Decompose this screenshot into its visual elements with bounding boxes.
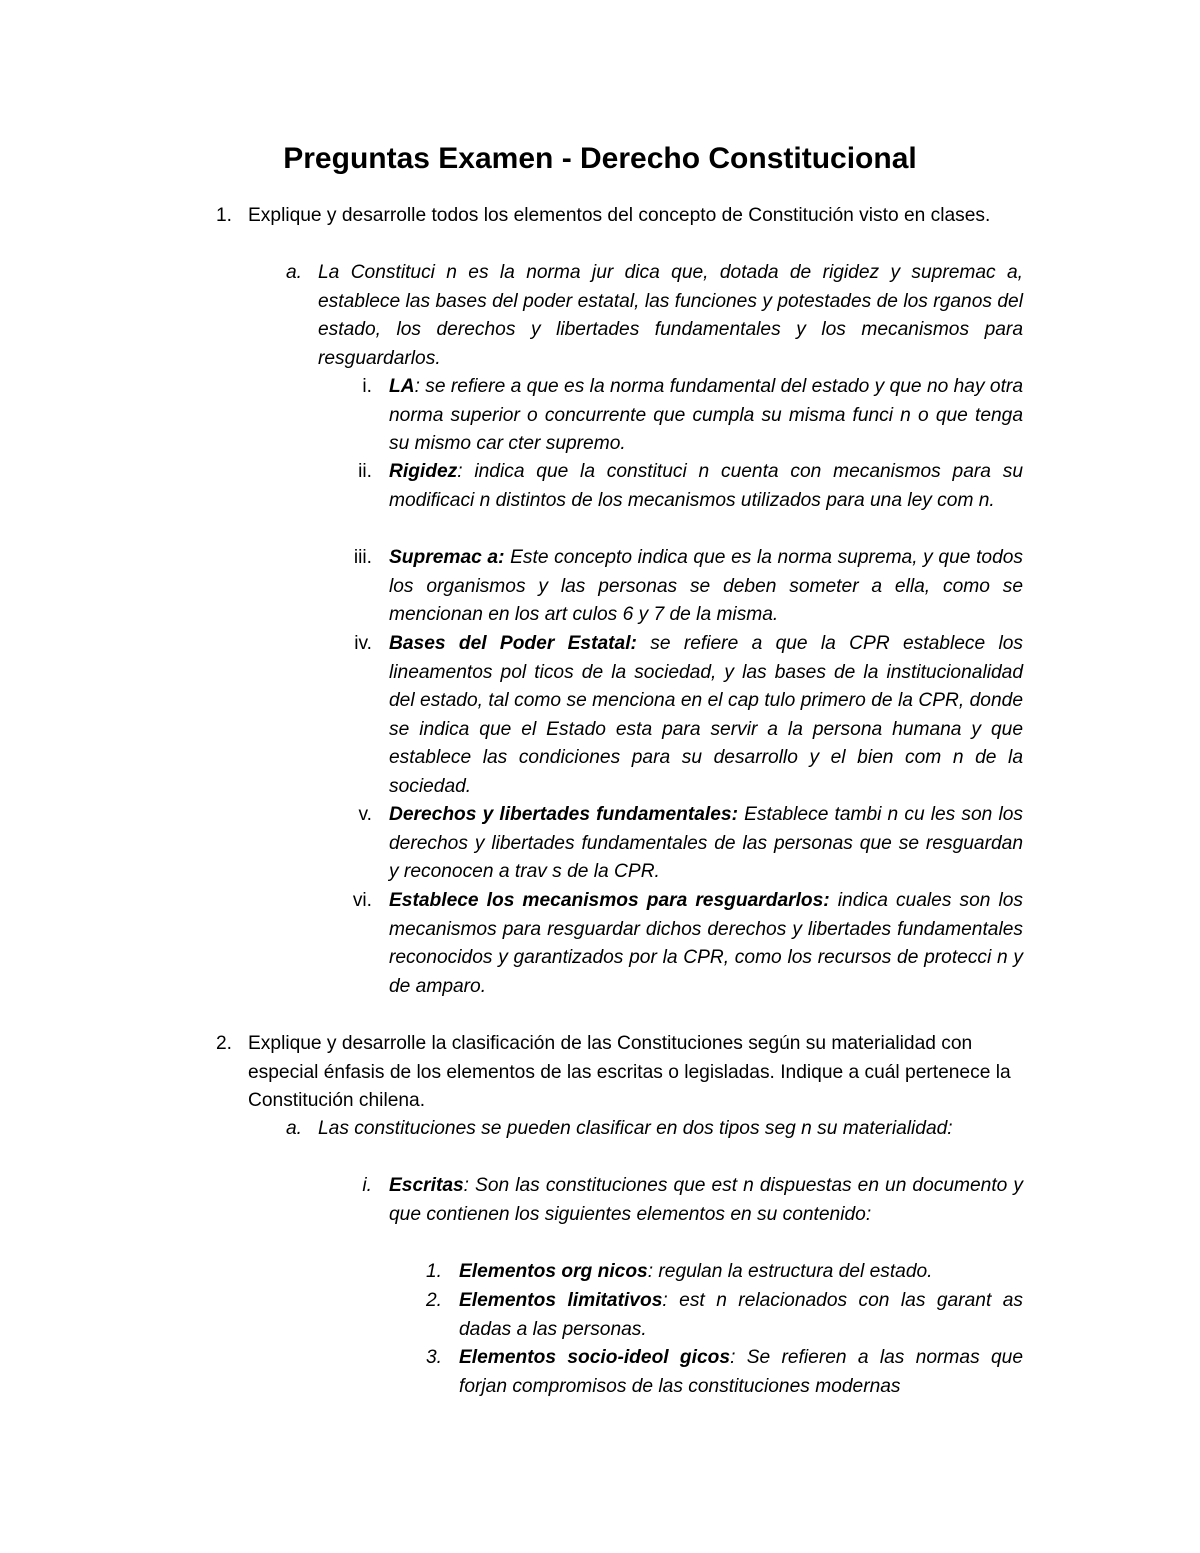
- term: Rigidez: [389, 461, 458, 482]
- element-1: Elementos org nicos: regulan la estructura del estado.: [459, 1261, 933, 1282]
- q1-item-a-text: La Constituci n es la norma jur dica que, dotada de rigidez y supremac a, establece las bases del poder estatal, las funciones y potestades de los rganos del estado, los derechos y libertades fundamentales y los mecanismos para resguardarlos.: [318, 262, 1023, 369]
- term: Establece los mecanismos para resguardarlos:: [389, 890, 830, 911]
- q1-subitem-vi: Establece los mecanismos para resguardarlos: indica cuales son los mecanismos para resguardar dichos derechos y libertades fundamentales reconocidos y garantizados por la CPR, como los recursos de protecci n y de amparo.: [389, 890, 1024, 997]
- question-2-number: 2.: [215, 1033, 232, 1054]
- q1-item-a-marker: a.: [285, 262, 302, 283]
- question-1-text: Explique y desarrolle todos los elementos del concepto de Constitución visto en clases.: [248, 205, 991, 226]
- element-3-marker: 3.: [425, 1347, 442, 1368]
- element-2-marker: 2.: [425, 1290, 442, 1311]
- q1-subitem-i-marker: i.: [362, 376, 372, 397]
- term: Elementos limitativos: [459, 1290, 663, 1311]
- page-title: Preguntas Examen - Derecho Constitucional: [283, 142, 917, 175]
- term: Escritas: [389, 1175, 464, 1196]
- q2-item-a-marker: a.: [285, 1118, 302, 1139]
- q1-subitem-i: LA: se refiere a que es la norma fundamental del estado y que no hay otra norma superior o concurrente que cumpla su misma funci n o que tenga su mismo car cter supremo.: [389, 376, 1023, 454]
- term: Bases del Poder Estatal:: [389, 633, 637, 654]
- q1-subitem-iii: Supremac a: Este concepto indica que es la norma suprema, y que todos los organismos y las personas se deben someter a ella, como se mencionan en los art culos 6 y 7 de la misma.: [389, 547, 1024, 625]
- q1-subitem-ii: Rigidez: indica que la constituci n cuenta con mecanismos para su modificaci n distintos de los mecanismos utilizados para una ley com n.: [389, 461, 1023, 511]
- term: LA: [389, 376, 415, 397]
- element-1-marker: 1.: [425, 1261, 442, 1282]
- q1-subitem-vi-marker: vi.: [352, 890, 372, 911]
- q1-subitem-v: Derechos y libertades fundamentales: Establece tambi n cu les son los derechos y libertades fundamentales de las personas que se resguardan y reconocen a trav s de la CPR.: [389, 804, 1023, 882]
- q1-subitem-iii-marker: iii.: [353, 547, 372, 568]
- q2-item-a-text: Las constituciones se pueden clasificar en dos tipos seg n su materialidad:: [318, 1118, 953, 1139]
- q1-subitem-iv: Bases del Poder Estatal: se refiere a que la CPR establece los lineamentos pol ticos de la sociedad, y las bases de la institucionalidad del estado, tal como se menciona en el cap tulo primero de la CPR, donde se indica que el Estado esta para servir a la persona humana y que establece las condiciones para su desarrollo y el bien com n de la sociedad.: [389, 633, 1023, 797]
- question-1-number: 1.: [215, 205, 232, 226]
- term: Elementos org nicos: [459, 1261, 648, 1282]
- q1-subitem-iv-marker: iv.: [354, 633, 372, 654]
- question-2-text: Explique y desarrolle la clasificación de las Constituciones según su materialidad con especial énfasis de los elementos de las escritas o legisladas. Indique a cuál pertenece la Constitución chilena.: [248, 1033, 1011, 1111]
- q1-subitem-v-marker: v.: [358, 804, 372, 825]
- term: Supremac a:: [389, 547, 505, 568]
- q2-subitem-i: Escritas: Son las constituciones que est n dispuestas en un documento y que contienen los siguientes elementos en su contenido:: [389, 1175, 1023, 1225]
- q2-subitem-i-marker: i.: [362, 1175, 372, 1196]
- term: Elementos socio-ideol gicos: [459, 1347, 731, 1368]
- q1-subitem-ii-marker: ii.: [358, 461, 372, 482]
- term: Derechos y libertades fundamentales:: [389, 804, 738, 825]
- element-3: Elementos socio-ideol gicos: Se refieren a las normas que forjan compromisos de las constituciones modernas: [459, 1347, 1023, 1397]
- element-2: Elementos limitativos: est n relacionados con las garant as dadas a las personas.: [459, 1290, 1023, 1340]
